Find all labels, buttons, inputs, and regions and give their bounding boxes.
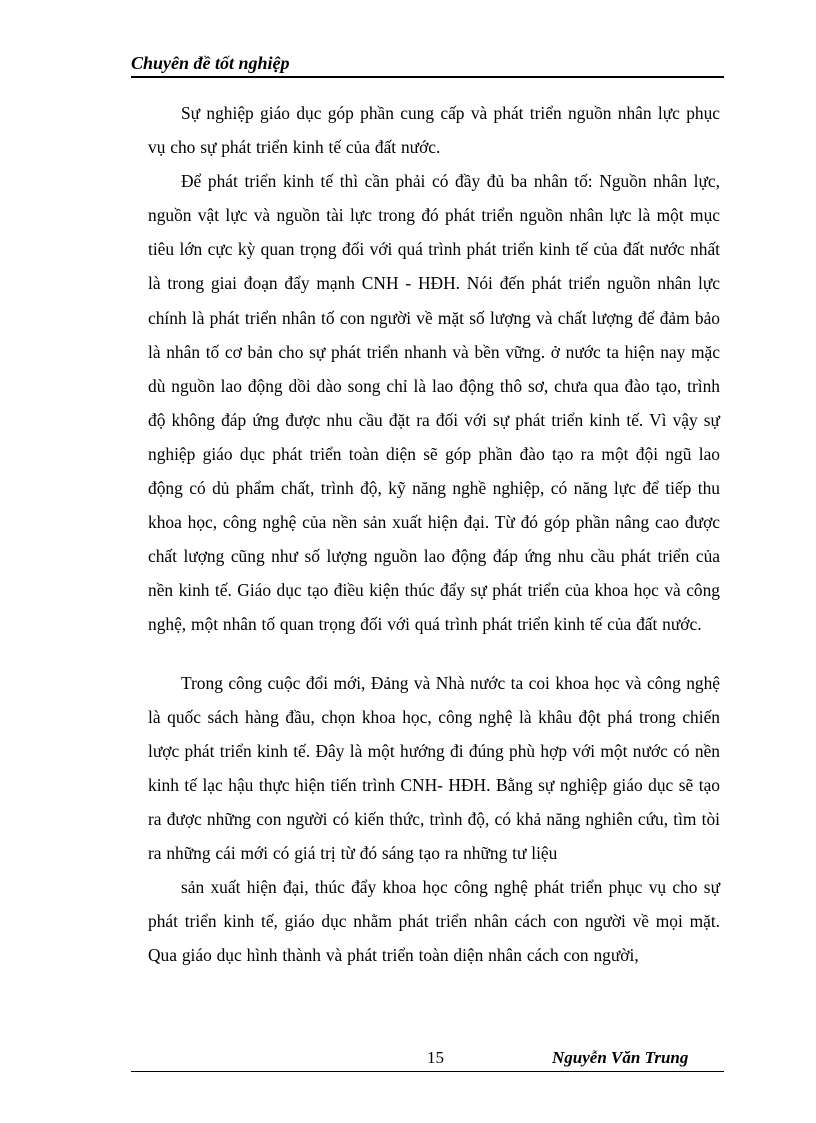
page-number: 15 (427, 1048, 444, 1067)
page-header-title: Chuyên đề tốt nghiệp (131, 53, 290, 73)
header-divider (131, 76, 724, 78)
footer-divider (131, 1071, 724, 1072)
paragraph-1: Sự nghiệp giáo dục góp phần cung cấp và phát triển nguồn nhân lực phục vụ cho sự phát triển kinh tế của đất nước. (148, 103, 720, 158)
paragraph-3: Trong công cuộc đổi mới, Đảng và Nhà nước ta coi khoa học và công nghệ là quốc sách hàng đầu, chọn khoa học, công nghệ là khâu đột phá trong chiến lược phát triển kinh tế. Đây là một hướng đi đúng phù hợp với một nước có nền kinh tế lạc hậu thực hiện tiến trình CNH- HĐH. Bằng sự nghiệp giáo dục sẽ tạo ra được những con người có kiến thức, trình độ, có khả năng nghiên cứu, tìm tòi ra những cái mới có giá trị từ đó sáng tạo ra những tư liệu (148, 672, 720, 863)
paragraph-2: Để phát triển kinh tế thì cần phải có đầy đủ ba nhân tố: Nguồn nhân lực, nguồn vật lực và nguồn tài lực trong đó phát triển nguồn nhân lực là một mục tiêu lớn cực kỳ quan trọng đối với quá trình phát triển kinh tế của đất nước nhất là trong giai đoạn đẩy mạnh CNH - HĐH. Nói đến phát triển nguồn nhân lực chính là phát triển nhân tố con người về mặt số lượng và chất lượng để đảm bảo là nhân tố cơ bản cho sự phát triển nhanh và bền vững. ở nước ta hiện nay mặc dù nguồn lao động dồi dào song chỉ là lao động thô sơ, chưa qua đào tạo, trình độ không đáp ứng được nhu cầu đặt ra đối với sự phát triển kinh tế. Vì vậy sự nghiệp giáo dục phát triển toàn diện sẽ góp phần đào tạo ra một đội ngũ lao động có dủ phẩm chất, trình độ, kỹ năng nghề nghiệp, có năng lực để tiếp thu khoa học, công nghệ của nền sản xuất hiện đại. Từ đó góp phần nâng cao được chất lượng cũng như số lượng nguồn lao động đáp ứng nhu cầu phát triển của nền kinh tế. Giáo dục tạo điều kiện thúc đẩy sự phát triển của khoa học và công nghệ, một nhân tố quan trọng đối với quá trình phát triển kinh tế của đất nước. (148, 171, 720, 635)
paragraph-4: sản xuất hiện đại, thúc đẩy khoa học công nghệ phát triển phục vụ cho sự phát triển kinh tế, giáo dục nhằm phát triển nhân cách con người về mọi mặt. Qua giáo dục hình thành và phát triển toàn diện nhân cách con người, (148, 877, 720, 966)
document-body (148, 96, 720, 972)
footer-author: Nguyễn Văn Trung (552, 1048, 689, 1067)
